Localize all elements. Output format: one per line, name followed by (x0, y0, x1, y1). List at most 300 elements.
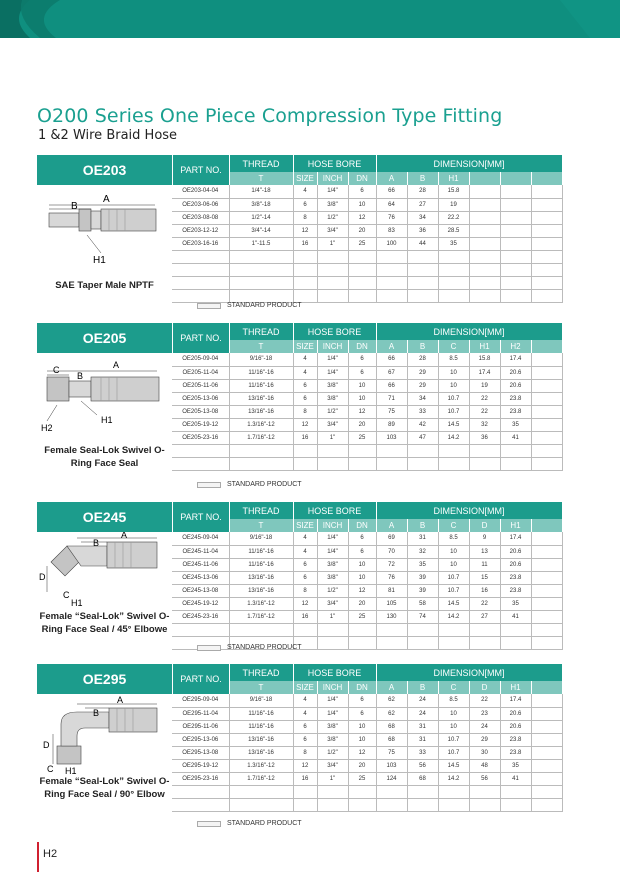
part-number-cell: OE205-09-04 (172, 353, 229, 366)
dn-subheader: DN (348, 340, 376, 353)
dimension-cell (531, 597, 562, 610)
thread-cell: 1/2"-14 (229, 211, 293, 224)
inch-cell: 1/4" (317, 366, 348, 379)
dimension-cell (531, 772, 562, 785)
empty-cell (317, 444, 348, 457)
empty-cell (348, 798, 376, 811)
dimension-cell: 76 (376, 211, 407, 224)
size-cell: 4 (293, 694, 317, 707)
dimension-subheader (531, 172, 562, 185)
thread-cell: 13/16"-16 (229, 405, 293, 418)
dimension-cell: 14.2 (438, 772, 469, 785)
empty-cell (293, 457, 317, 470)
dimension-header: DIMENSION[MM] (376, 323, 562, 340)
part-number-cell: OE245-19-12 (172, 597, 229, 610)
dimension-cell: 28 (407, 353, 438, 366)
dimension-cell (531, 571, 562, 584)
inch-cell: 1" (317, 237, 348, 250)
thread-cell: 13/16"-16 (229, 584, 293, 597)
dimension-cell: 58 (407, 597, 438, 610)
hose-bore-header: HOSE BORE (293, 502, 376, 519)
table-row (172, 584, 562, 597)
inch-cell: 1/2" (317, 584, 348, 597)
empty-cell (172, 798, 229, 811)
dimension-cell: 22.2 (438, 211, 469, 224)
table-row-empty (172, 785, 562, 798)
dimension-cell: 124 (376, 772, 407, 785)
dn-cell: 20 (348, 418, 376, 431)
table-row-empty (172, 250, 562, 263)
thread-cell: 1"-11.5 (229, 237, 293, 250)
fitting-caption: Female “Seal-Lok” Swivel O-Ring Face Seal / 45° Elbowe (39, 611, 170, 635)
dimension-cell: 23.8 (500, 392, 531, 405)
part-no-header-spacer (172, 155, 229, 172)
dimension-cell: 41 (500, 431, 531, 444)
thread-header: THREAD (229, 502, 293, 519)
dimension-cell: 22 (469, 597, 500, 610)
inch-cell: 3/8" (317, 198, 348, 211)
inch-subheader: INCH (317, 681, 348, 694)
table-row-empty (172, 623, 562, 636)
size-cell: 16 (293, 237, 317, 250)
model-name: OE295 (37, 664, 172, 694)
empty-cell (172, 457, 229, 470)
empty-cell (500, 636, 531, 649)
dimension-cell: 66 (376, 379, 407, 392)
dimension-cell: 14.2 (438, 431, 469, 444)
dimension-cell: 19 (438, 198, 469, 211)
dimension-cell (531, 237, 562, 250)
size-subheader: SIZE (293, 340, 317, 353)
part-number-cell: OE245-11-06 (172, 558, 229, 571)
spec-table (172, 502, 563, 650)
dim-label-d: D (43, 740, 50, 750)
thread-cell: 11/16"-16 (229, 720, 293, 733)
inch-cell: 3/8" (317, 392, 348, 405)
empty-cell (469, 276, 500, 289)
part-number-cell: OE205-11-04 (172, 366, 229, 379)
legend-label: STANDARD PRODUCT (227, 302, 302, 309)
dimension-cell: 67 (376, 366, 407, 379)
table-row (172, 405, 562, 418)
section-oe245 (37, 502, 583, 657)
part-number-cell: OE245-23-16 (172, 610, 229, 623)
empty-cell (376, 623, 407, 636)
empty-cell (376, 276, 407, 289)
dimension-cell: 31 (407, 733, 438, 746)
empty-cell (469, 798, 500, 811)
empty-cell (317, 798, 348, 811)
dimension-cell: 23.8 (500, 746, 531, 759)
dn-cell: 12 (348, 405, 376, 418)
table-row (172, 545, 562, 558)
inch-cell: 1" (317, 772, 348, 785)
empty-cell (500, 798, 531, 811)
dimension-cell: 39 (407, 584, 438, 597)
empty-cell (172, 444, 229, 457)
empty-cell (500, 289, 531, 302)
dim-label-b: B (71, 201, 78, 212)
thread-cell: 1.3/16"-12 (229, 597, 293, 610)
dimension-cell: 44 (407, 237, 438, 250)
empty-cell (531, 457, 562, 470)
dimension-cell (531, 610, 562, 623)
empty-cell (348, 250, 376, 263)
part-number-cell: OE205-13-06 (172, 392, 229, 405)
dn-cell: 6 (348, 366, 376, 379)
dimension-cell: 20.6 (500, 558, 531, 571)
thread-subheader: T (229, 519, 293, 532)
dimension-cell: 20.6 (500, 720, 531, 733)
inch-cell: 3/8" (317, 571, 348, 584)
dn-cell: 20 (348, 597, 376, 610)
inch-cell: 1/2" (317, 746, 348, 759)
empty-cell (293, 623, 317, 636)
dn-cell: 10 (348, 558, 376, 571)
dimension-subheader: A (376, 340, 407, 353)
dim-label-c: C (53, 365, 60, 375)
empty-cell (500, 263, 531, 276)
header-banner (0, 0, 620, 38)
empty-cell (500, 250, 531, 263)
dimension-cell: 10.7 (438, 571, 469, 584)
model-name: OE203 (37, 155, 172, 185)
size-cell: 4 (293, 532, 317, 545)
dimension-cell: 10 (438, 558, 469, 571)
dimension-cell (531, 185, 562, 198)
dimension-cell (531, 211, 562, 224)
banner-swoosh-graphic (0, 0, 620, 38)
dimension-cell: 35 (438, 237, 469, 250)
size-cell: 6 (293, 379, 317, 392)
part-no-header: PART NO. (172, 664, 229, 694)
table-row (172, 379, 562, 392)
dimension-cell: 29 (407, 379, 438, 392)
table-row (172, 759, 562, 772)
dimension-cell: 20.6 (500, 545, 531, 558)
size-cell: 4 (293, 545, 317, 558)
dimension-cell: 35 (500, 759, 531, 772)
size-subheader: SIZE (293, 681, 317, 694)
dimension-cell: 34 (407, 392, 438, 405)
dn-cell: 12 (348, 584, 376, 597)
dimension-cell: 31 (407, 720, 438, 733)
empty-cell (407, 785, 438, 798)
dimension-header: DIMENSION[MM] (376, 502, 562, 519)
dimension-cell: 17.4 (469, 366, 500, 379)
empty-cell (531, 798, 562, 811)
dimension-subheader: B (407, 681, 438, 694)
part-number-cell: OE203-04-04 (172, 185, 229, 198)
dimension-cell: 15 (469, 571, 500, 584)
empty-cell (348, 444, 376, 457)
dimension-cell: 56 (407, 759, 438, 772)
dimension-cell: 35 (500, 597, 531, 610)
dimension-subheader: B (407, 340, 438, 353)
dimension-cell: 27 (469, 610, 500, 623)
hose-bore-header: HOSE BORE (293, 323, 376, 340)
dimension-subheader (531, 340, 562, 353)
empty-cell (348, 289, 376, 302)
inch-cell: 3/4" (317, 418, 348, 431)
dimension-cell: 10.7 (438, 405, 469, 418)
dn-subheader: DN (348, 172, 376, 185)
size-cell: 4 (293, 185, 317, 198)
empty-cell (293, 263, 317, 276)
legend-swatch (197, 821, 221, 827)
dimension-cell: 23.8 (500, 733, 531, 746)
dimension-cell: 34 (407, 211, 438, 224)
empty-cell (229, 289, 293, 302)
empty-cell (229, 444, 293, 457)
table-row (172, 720, 562, 733)
legend (197, 644, 302, 651)
dimension-cell (531, 379, 562, 392)
table-row (172, 224, 562, 237)
dimension-header: DIMENSION[MM] (376, 155, 562, 172)
dim-label-h1: H1 (65, 766, 77, 776)
fitting-drawing (37, 185, 172, 265)
part-number-cell: OE203-12-12 (172, 224, 229, 237)
dimension-cell: 35 (407, 558, 438, 571)
dimension-cell (531, 224, 562, 237)
part-number-cell: OE295-13-06 (172, 733, 229, 746)
table-header-row (172, 664, 562, 681)
dimension-subheader: A (376, 172, 407, 185)
table-row (172, 707, 562, 720)
dimension-cell: 11 (469, 558, 500, 571)
table-row-empty (172, 289, 562, 302)
table-row (172, 237, 562, 250)
dn-cell: 25 (348, 610, 376, 623)
dimension-cell: 24 (469, 720, 500, 733)
dimension-cell: 42 (407, 418, 438, 431)
thread-subheader: T (229, 681, 293, 694)
empty-cell (531, 785, 562, 798)
dim-label-h1: H1 (101, 415, 113, 425)
empty-cell (229, 263, 293, 276)
table-header-row (172, 323, 562, 340)
thread-cell: 11/16"-16 (229, 545, 293, 558)
dimension-cell: 29 (407, 366, 438, 379)
fitting-caption: Female “Seal-Lok” Swivel O-Ring Face Seal / 90° Elbow (39, 776, 170, 800)
dimension-cell: 70 (376, 545, 407, 558)
inch-cell: 1/4" (317, 545, 348, 558)
empty-cell (438, 457, 469, 470)
dimension-cell: 10.7 (438, 392, 469, 405)
empty-cell (531, 276, 562, 289)
size-subheader: SIZE (293, 172, 317, 185)
empty-cell (172, 289, 229, 302)
empty-cell (376, 457, 407, 470)
dn-cell: 10 (348, 392, 376, 405)
part-number-cell: OE245-09-04 (172, 532, 229, 545)
dimension-cell: 76 (376, 571, 407, 584)
dimension-cell: 22 (469, 392, 500, 405)
inch-cell: 1/2" (317, 405, 348, 418)
inch-cell: 3/8" (317, 379, 348, 392)
thread-cell: 11/16"-16 (229, 558, 293, 571)
page-title: O200 Series One Piece Compression Type Fitting (37, 105, 503, 127)
dimension-cell: 100 (376, 237, 407, 250)
inch-cell: 3/8" (317, 733, 348, 746)
thread-cell: 9/16"-18 (229, 532, 293, 545)
empty-cell (229, 250, 293, 263)
inch-subheader: INCH (317, 519, 348, 532)
inch-cell: 1/2" (317, 211, 348, 224)
empty-cell (376, 263, 407, 276)
dimension-cell: 10 (438, 707, 469, 720)
dimension-cell: 89 (376, 418, 407, 431)
empty-cell (438, 623, 469, 636)
dimension-cell: 20.6 (500, 379, 531, 392)
empty-cell (348, 623, 376, 636)
size-subheader: SIZE (293, 519, 317, 532)
empty-cell (376, 785, 407, 798)
dimension-cell: 68 (376, 720, 407, 733)
part-number-cell: OE205-11-06 (172, 379, 229, 392)
dim-label-c: C (47, 764, 54, 774)
dimension-subheader: H1 (469, 340, 500, 353)
dn-cell: 10 (348, 571, 376, 584)
empty-cell (531, 250, 562, 263)
legend-label: STANDARD PRODUCT (227, 644, 302, 651)
empty-cell (407, 250, 438, 263)
inch-cell: 3/4" (317, 597, 348, 610)
thread-header: THREAD (229, 323, 293, 340)
dimension-cell: 8.5 (438, 532, 469, 545)
dimension-cell: 24 (407, 694, 438, 707)
thread-cell: 1.7/16"-12 (229, 610, 293, 623)
thread-cell: 13/16"-16 (229, 571, 293, 584)
dimension-cell: 20.6 (500, 366, 531, 379)
part-no-header-spacer (172, 519, 229, 532)
dimension-cell: 56 (469, 772, 500, 785)
dimension-cell: 35 (500, 418, 531, 431)
empty-cell (229, 798, 293, 811)
empty-cell (438, 444, 469, 457)
size-cell: 4 (293, 366, 317, 379)
dimension-cell (531, 746, 562, 759)
empty-cell (438, 785, 469, 798)
thread-cell: 13/16"-16 (229, 392, 293, 405)
part-no-header: PART NO. (172, 502, 229, 532)
dimension-cell: 8.5 (438, 694, 469, 707)
inch-cell: 1" (317, 610, 348, 623)
part-number-cell: OE203-16-16 (172, 237, 229, 250)
dimension-cell: 68 (376, 733, 407, 746)
dn-cell: 10 (348, 379, 376, 392)
hose-bore-header: HOSE BORE (293, 155, 376, 172)
empty-cell (293, 276, 317, 289)
dn-cell: 6 (348, 353, 376, 366)
section-oe295 (37, 664, 583, 834)
table-row (172, 418, 562, 431)
dimension-cell: 41 (500, 610, 531, 623)
empty-cell (376, 636, 407, 649)
empty-cell (438, 263, 469, 276)
thread-header: THREAD (229, 664, 293, 681)
table-row-empty (172, 444, 562, 457)
table-row-empty (172, 457, 562, 470)
dimension-cell: 32 (407, 545, 438, 558)
thread-cell: 1/4"-18 (229, 185, 293, 198)
dimension-subheader (500, 172, 531, 185)
dimension-cell: 22 (469, 405, 500, 418)
part-number-cell: OE205-23-16 (172, 431, 229, 444)
part-number-cell: OE245-13-06 (172, 571, 229, 584)
dimension-cell: 105 (376, 597, 407, 610)
empty-cell (317, 263, 348, 276)
table-row-empty (172, 798, 562, 811)
part-number-cell: OE205-19-12 (172, 418, 229, 431)
dimension-cell: 24 (407, 707, 438, 720)
size-cell: 6 (293, 558, 317, 571)
inch-subheader: INCH (317, 172, 348, 185)
table-row (172, 185, 562, 198)
dimension-cell (469, 211, 500, 224)
table-subheader-row (172, 172, 562, 185)
fitting-caption: SAE Taper Male NPTF (55, 280, 154, 291)
dimension-cell: 29 (469, 733, 500, 746)
empty-cell (172, 250, 229, 263)
table-row (172, 211, 562, 224)
table-row (172, 597, 562, 610)
dn-subheader: DN (348, 681, 376, 694)
dimension-cell: 68 (407, 772, 438, 785)
dimension-subheader: H2 (500, 340, 531, 353)
spec-table (172, 323, 563, 471)
table-row (172, 746, 562, 759)
dimension-cell (500, 237, 531, 250)
empty-cell (293, 250, 317, 263)
dimension-cell: 17.4 (500, 532, 531, 545)
model-name: OE205 (37, 323, 172, 353)
dimension-subheader: H1 (500, 681, 531, 694)
dimension-cell: 83 (376, 224, 407, 237)
part-number-cell: OE295-11-06 (172, 720, 229, 733)
size-cell: 6 (293, 733, 317, 746)
inch-cell: 1/4" (317, 707, 348, 720)
empty-cell (407, 289, 438, 302)
dimension-subheader: C (438, 681, 469, 694)
legend-label: STANDARD PRODUCT (227, 820, 302, 827)
fitting-drawing (37, 694, 172, 776)
empty-cell (531, 263, 562, 276)
legend (197, 820, 302, 827)
dimension-cell: 69 (376, 532, 407, 545)
part-no-header-spacer (172, 681, 229, 694)
table-header-row (172, 155, 562, 172)
dimension-cell (531, 694, 562, 707)
table-header-row (172, 502, 562, 519)
part-no-header: PART NO. (172, 323, 229, 353)
inch-cell: 1/4" (317, 185, 348, 198)
dimension-cell: 20.6 (500, 707, 531, 720)
dim-label-a: A (121, 532, 128, 540)
empty-cell (438, 636, 469, 649)
empty-cell (469, 457, 500, 470)
empty-cell (348, 785, 376, 798)
dn-cell: 6 (348, 694, 376, 707)
part-number-cell: OE295-23-16 (172, 772, 229, 785)
empty-cell (407, 263, 438, 276)
empty-cell (500, 457, 531, 470)
empty-cell (531, 636, 562, 649)
table-row (172, 610, 562, 623)
empty-cell (348, 276, 376, 289)
part-number-cell: OE295-11-04 (172, 707, 229, 720)
